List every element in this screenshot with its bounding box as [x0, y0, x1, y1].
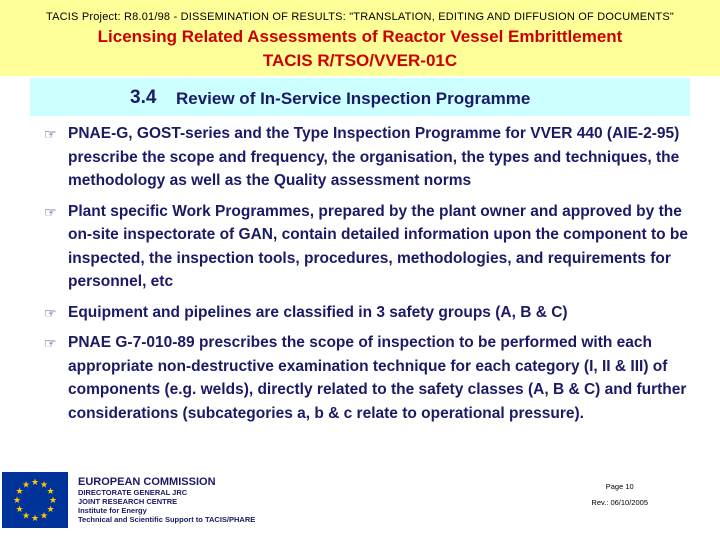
svg-text:★: ★ [15, 505, 24, 515]
org-line: Institute for Energy [78, 506, 147, 515]
bullet-text: Plant specific Work Programmes, prepared by the plant owner and approved by the on-site inspectorate of GAN, contain detailed information upon the component to be inspected, the inspection tools, procedures, methodologies, and requirements for personnel, etc [68, 202, 689, 290]
list-item [44, 122, 694, 193]
document-subtitle: TACIS R/TSO/VVER-01C [262, 51, 458, 70]
org-line: JOINT RESEARCH CENTRE [78, 497, 178, 506]
revision-date: Rev.: 06/10/2005 [591, 498, 648, 507]
svg-text:★: ★ [39, 480, 49, 491]
bullet-list [44, 122, 694, 432]
org-line: Technical and Scientific Support to TACIS/PHARE [78, 515, 256, 524]
svg-text:★: ★ [12, 496, 22, 506]
bullet-text: PNAE-G, GOST-series and the Type Inspection Programme for VVER 440 (AIE-2-95) prescribe the scope and frequency, the organisation, the types and techniques, the methodology as well as the Quality assessment norms [68, 125, 680, 189]
organisation-block [78, 476, 255, 524]
pointing-hand-icon: ☞ [44, 304, 57, 321]
org-name: EUROPEAN COMMISSION [78, 476, 216, 488]
page-number: Page 10 [605, 482, 634, 491]
pointing-hand-icon: ☞ [44, 335, 57, 351]
section-title: Review of In-Service Inspection Programme [176, 89, 531, 108]
svg-text:★: ★ [21, 480, 31, 491]
document-title: Licensing Related Assessments of Reactor Vessel Embrittlement [97, 27, 623, 46]
section-heading [30, 78, 690, 116]
svg-text:★: ★ [39, 511, 49, 522]
svg-text:★: ★ [15, 487, 24, 497]
svg-text:★: ★ [46, 487, 55, 497]
org-line: DIRECTORATE GENERAL JRC [78, 488, 188, 497]
eu-flag-icon [2, 472, 68, 528]
svg-text:★: ★ [46, 505, 55, 515]
list-item [44, 331, 694, 425]
project-line: TACIS Project: R8.01/98 - DISSEMINATION OF RESULTS: "TRANSLATION, EDITING AND DIFFUSION OF DOCUMENTS" [46, 11, 674, 23]
svg-text:★: ★ [48, 496, 58, 506]
page-info [591, 482, 648, 514]
section-number: 3.4 [130, 87, 157, 108]
bullet-text: PNAE G-7-010-89 prescribes the scope of inspection to be performed with each appropriate non-destructive examination technique for each category (I, II & III) of components (e.g. welds), directly related to the safety classes (A, B & C) and further considerations (subcategories a, b & c relate to operational pressure). [68, 334, 687, 422]
pointing-hand-icon: ☞ [44, 203, 57, 220]
svg-text:★: ★ [30, 478, 40, 488]
bullet-text: Equipment and pipelines are classified in 3 safety groups (A, B & C) [68, 303, 568, 321]
header-banner [0, 0, 720, 76]
list-item [44, 301, 694, 325]
svg-text:★: ★ [21, 511, 31, 522]
svg-text:★: ★ [30, 514, 40, 524]
list-item [44, 200, 694, 294]
footer [0, 472, 720, 540]
pointing-hand-icon: ☞ [44, 126, 57, 142]
